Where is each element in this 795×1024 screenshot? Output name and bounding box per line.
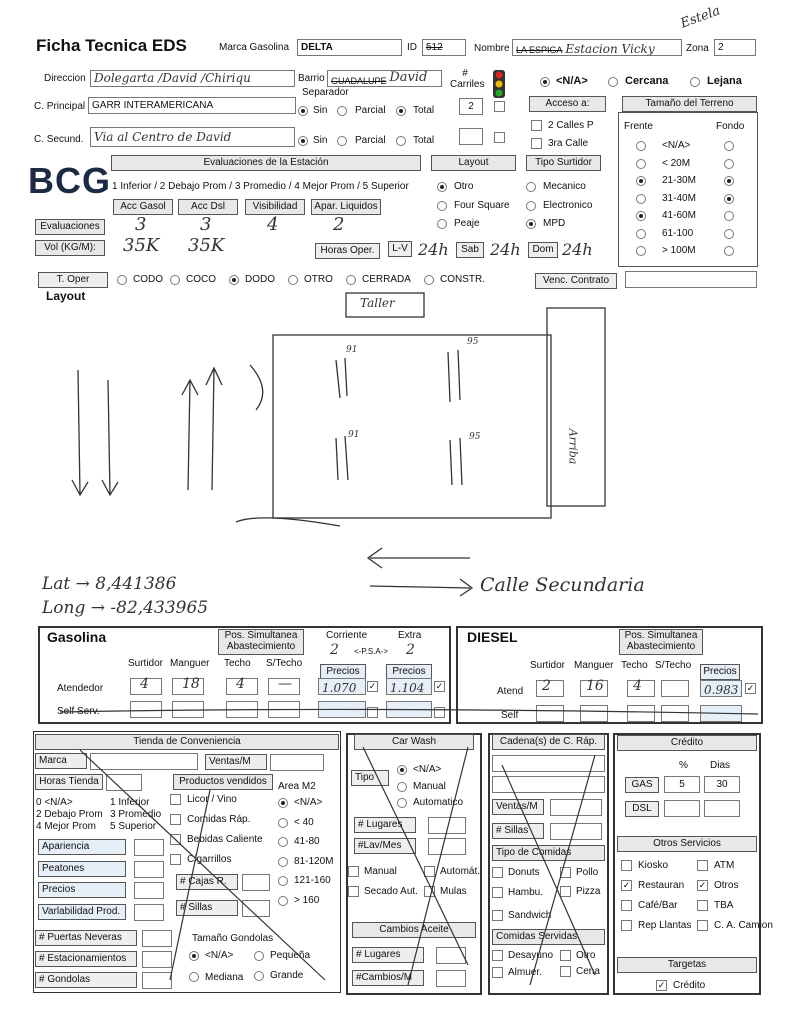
toper-label-2: DODO (245, 274, 275, 285)
credito-dias-label: Dias (710, 760, 731, 771)
cw-manual-opt-label: Manual (364, 866, 397, 877)
acceso-2calles-label: 2 Calles P (548, 120, 594, 131)
gas-precio-2-field[interactable] (386, 678, 432, 695)
otros-checkbox-3[interactable]: ✓ (698, 880, 707, 890)
corriente-value: 2 (330, 642, 339, 658)
toper-label-1: COCO (186, 274, 216, 285)
cadena-cross-mark (490, 735, 608, 993)
cp-total-label: Total (413, 105, 435, 116)
credito-section (613, 733, 761, 995)
toper-radio-5[interactable] (424, 275, 434, 285)
zona-field[interactable]: 2 (714, 39, 756, 56)
dsl-precio-checkbox[interactable]: ✓ (746, 683, 755, 693)
eval-col-2: Visibilidad (245, 199, 305, 215)
direccion-handwritten: Dolegarta /David /Chiriqu (94, 71, 251, 85)
diesel-pos-header: Pos. Simultanea Abastecimiento (619, 629, 703, 655)
nombre-field[interactable] (512, 39, 682, 56)
toper-label-4: CERRADA (362, 274, 411, 285)
venc-contrato-label: Venc. Contrato (535, 273, 617, 289)
credito-gas-label: GAS (625, 777, 659, 793)
otros-checkbox-5[interactable] (697, 900, 708, 911)
terreno-fondo-radio-0[interactable] (724, 141, 734, 151)
gond-na-label: <N/A> (205, 950, 234, 961)
ca-cambios-label: #Cambios/M (352, 970, 424, 986)
gas-precio-2-value: 1.104 (390, 681, 425, 695)
dsl-col-1: Manguer (574, 660, 614, 671)
gas-precio-1-checkbox[interactable]: ✓ (368, 681, 377, 691)
gas-col-0: Surtidor (128, 658, 164, 669)
otros-label-5: TBA (714, 900, 734, 911)
gas-att-value-1: 18 (182, 676, 200, 692)
donuts-label: Donuts (508, 867, 540, 878)
terreno-frente-radio-0[interactable] (636, 141, 646, 151)
estac-label: # Estacionamientos (35, 951, 137, 967)
cs-parcial-radio[interactable] (337, 136, 347, 146)
cprincipal-field[interactable]: GARR INTERAMERICANA (88, 97, 296, 114)
pizza-label: Pizza (576, 886, 601, 897)
dsl-self-label: Self (501, 710, 519, 721)
pump-1-label: 91 (346, 345, 358, 355)
gondolas-label: # Gondolas (35, 972, 137, 988)
terreno-fondo-radio-6[interactable] (724, 246, 734, 256)
acceso-3ra-label: 3ra Calle (548, 138, 589, 149)
traffic-light-icon (488, 70, 510, 98)
carriles2-field[interactable] (459, 128, 483, 145)
layout-opt-label-0: Otro (454, 181, 474, 192)
proximity-cercana-radio[interactable] (608, 77, 618, 87)
vol-value-0: 35K (123, 235, 160, 256)
barrio-struck: GUADALUPE (331, 76, 387, 86)
vol-value-1: 35K (188, 235, 225, 256)
tienda-scale-4: 4 Mejor Prom (36, 821, 97, 832)
sketch-side-label: Arriba (566, 428, 580, 465)
productos-header: Productos vendidos (173, 774, 273, 790)
cs-sin-radio[interactable] (298, 136, 308, 146)
csecund-field[interactable] (90, 127, 295, 147)
layout-opt-radio-2[interactable] (437, 219, 447, 229)
dsl-precio-field[interactable] (700, 680, 742, 697)
prod-label-3: Cigarrillos (187, 854, 232, 865)
otros-checkbox-7[interactable] (697, 920, 708, 931)
cadena-sillas-label: # Sillas (492, 823, 544, 839)
terreno-row-label-2: 21-30M (662, 175, 696, 186)
nombre-handwritten: Estacion Vicky (565, 42, 655, 56)
csecund-label: C. Secund. (34, 134, 84, 145)
gas-precios-1-header: Precios (320, 664, 366, 680)
horas-tienda-label: Horas Tienda (35, 774, 103, 790)
surtidor-opt-label-2: MPD (543, 218, 566, 229)
bcg-logo-text: BCG (28, 160, 111, 201)
toper-label-5: CONSTR. (440, 274, 485, 285)
gond-mediana-label: Mediana (205, 972, 244, 983)
gas-att-value-3: — (278, 676, 292, 692)
terreno-frente-radio-6[interactable] (636, 246, 646, 256)
eval-value-3: 2 (333, 214, 345, 235)
id-field[interactable] (422, 39, 466, 56)
eval-col-3: Apar. Liquidos (311, 199, 381, 215)
terreno-row-label-3: 31-40M (662, 192, 696, 204)
layout-opt-radio-1[interactable] (437, 201, 447, 211)
terreno-panel (618, 112, 758, 267)
terreno-frente-radio-1[interactable] (636, 159, 646, 169)
cadena-ventas-label: Ventas/M (492, 799, 544, 815)
area-label-1: < 40 (294, 816, 314, 828)
cw-secado-opt-label: Secado Aut. (364, 886, 418, 897)
tienda-header: Tienda de Conveniencia (35, 734, 339, 750)
pump-3-label: 95 (469, 432, 481, 442)
proximity-lejana-label: Lejana (707, 75, 742, 87)
evaluaciones-header: Evaluaciones de la Estación (111, 155, 421, 171)
otros-checkbox-4[interactable] (621, 900, 632, 911)
otros-label-3: Otros (714, 880, 739, 891)
eval-col-1: Acc Dsl (178, 199, 238, 215)
cp-parcial-radio[interactable] (337, 106, 347, 116)
cena-label: Cena (576, 966, 600, 977)
sab-value: 24h (490, 240, 521, 259)
dsl-att-value-0: 2 (542, 678, 551, 694)
longitude-label: Long → -82,433965 (42, 598, 209, 618)
credito-dsl-pct[interactable] (664, 800, 700, 817)
gas-precio-1-value: 1.070 (322, 681, 357, 695)
cw-auto-label: Automatico (413, 797, 464, 808)
carriles-checkbox[interactable] (494, 101, 505, 112)
toper-radio-3[interactable] (288, 275, 298, 285)
otros-checkbox-1[interactable] (697, 860, 708, 871)
carwash-cross-mark (348, 735, 483, 993)
sab-label: Sab (456, 242, 484, 258)
pump-2-label: 95 (467, 337, 479, 347)
cw-na-label: <N/A> (413, 764, 442, 775)
otros-label-6: Rep Llantas (638, 920, 692, 931)
tienda-cross-mark (60, 740, 340, 990)
otro-comida-label: Otro (576, 950, 596, 961)
proximity-lejana-radio[interactable] (690, 77, 700, 87)
terreno-fondo-radio-2[interactable] (724, 176, 734, 186)
acceso-2calles-checkbox[interactable] (531, 120, 542, 131)
layout-type-header: Layout (431, 155, 516, 171)
terreno-row-label-1: < 20M (662, 157, 691, 169)
dsl-col-2: Techo (621, 660, 648, 671)
credito-dsl-label: DSL (625, 801, 659, 817)
otros-label-1: ATM (714, 860, 735, 871)
ca-lugares-label: # Lugares (352, 947, 424, 963)
cs-total-label: Total (413, 135, 435, 146)
cambios-aceite-header: Cambios Aceite (352, 922, 476, 938)
tienda-scale-5: 5 Superior (110, 821, 157, 832)
tam-gondolas-label: Tamaño Gondolas (192, 933, 274, 944)
cw-manual-label: Manual (413, 781, 446, 792)
cw-mulas-opt-label: Mulas (440, 886, 467, 897)
terreno-frente-radio-3[interactable] (636, 194, 646, 204)
cs-total-radio[interactable] (396, 136, 406, 146)
prod-label-0: Licor / Vino (187, 794, 237, 805)
csecund-handwritten: Via al Centro de David (94, 130, 232, 144)
credito-card-label: Crédito (673, 980, 706, 991)
evaluaciones-scale: 1 Inferior / 2 Debajo Prom / 3 Promedio / 4 Mejor Prom / 5 Superior (112, 181, 409, 192)
tienda-eval-label-1: Peatones (38, 861, 126, 877)
dsl-precios-header: Precios (700, 664, 740, 680)
carwash-header: Car Wash (354, 734, 474, 750)
tienda-ventas-label: Ventas/M (205, 754, 267, 770)
otros-checkbox-2[interactable]: ✓ (622, 880, 631, 890)
toper-radio-2[interactable] (229, 275, 239, 285)
proximity-na-label: <N/A> (556, 75, 588, 87)
calle-secundaria-label: Calle Secundaria (480, 574, 645, 596)
credito-pct-label: % (679, 760, 688, 771)
area-label-0: <N/A> (294, 797, 323, 808)
corriente-label: Corriente (326, 630, 368, 641)
tipo-comidas-header: Tipo de Comidas (492, 845, 605, 861)
layout-sketch (40, 290, 755, 620)
tienda-scale-0: 0 <N/A> (36, 797, 73, 808)
acceso-3ra-checkbox[interactable] (531, 138, 542, 149)
tienda-marca-label: Marca (35, 753, 87, 769)
gas-precios-2-header: Precios (386, 664, 432, 680)
terreno-fondo-radio-1[interactable] (724, 159, 734, 169)
sillas-label: # Sillas (176, 900, 238, 916)
tienda-eval-label-3: Varlabilidad Prod. (38, 904, 126, 920)
surtidor-opt-radio-0[interactable] (526, 182, 536, 192)
terreno-fondo-radio-4[interactable] (724, 211, 734, 221)
terreno-frente-radio-2[interactable] (636, 176, 646, 186)
otros-servicios-header: Otros Servicios (617, 836, 757, 852)
zona-handwritten: Estela (678, 3, 723, 32)
cw-automat-opt-label: Automát. (440, 866, 481, 877)
gas-precio-1-field[interactable] (318, 678, 366, 695)
layout-opt-label-2: Peaje (454, 218, 480, 229)
otros-label-2: Restauran (638, 880, 685, 891)
cw-lugares-label: # Lugares (354, 817, 416, 833)
tienda-scale-1: 1 Inferior (110, 797, 150, 808)
nombre-struck: LA ESPIGA (516, 45, 563, 55)
dom-value: 24h (562, 240, 593, 259)
extra-label: Extra (398, 630, 422, 641)
dsl-col-0: Surtidor (530, 660, 566, 671)
carwash-tipo-label: Tipo (351, 770, 389, 786)
sketch-title: Layout (46, 289, 86, 303)
evaluaciones-row-label: Evaluaciones (35, 219, 105, 235)
taller-label: Taller (360, 296, 395, 310)
toper-label-3: OTRO (304, 274, 333, 285)
gas-att-value-2: 4 (236, 676, 245, 692)
area-label-2: 41-80 (294, 836, 320, 847)
dsl-att-value-1: 16 (586, 678, 604, 694)
surtidor-opt-radio-1[interactable] (526, 201, 536, 211)
fondo-label: Fondo (716, 121, 745, 132)
surtidor-opt-radio-2[interactable] (526, 219, 536, 229)
cw-lavmes-label: #Lav/Mes (354, 838, 416, 854)
surtidor-opt-label-0: Mecanico (543, 181, 586, 192)
venc-contrato-field[interactable] (625, 271, 757, 288)
cadena-header: Cadena(s) de C. Ráp. (492, 734, 605, 750)
otros-label-7: C. A. Camion (714, 920, 773, 931)
area-m2-label: Area M2 (278, 781, 316, 792)
area-label-5: > 160 (294, 894, 320, 906)
horas-oper-label: Horas Oper. (315, 243, 380, 259)
layout-opt-label-1: Four Square (454, 199, 510, 211)
barrio-handwritten: David (389, 70, 428, 85)
otros-checkbox-0[interactable] (621, 860, 632, 871)
surtidor-opt-label-1: Electronico (543, 199, 593, 211)
bcg-logo (28, 160, 111, 210)
toper-radio-0[interactable] (117, 275, 127, 285)
area-label-3: 81-120M (294, 855, 334, 867)
cp-parcial-label: Parcial (355, 105, 386, 116)
gas-col-3: S/Techo (266, 658, 303, 669)
acceso-header: Acceso a: (529, 96, 606, 112)
volumen-row-label: Vol (KG/M): (35, 240, 105, 256)
terreno-row-label-5: 61-100 (662, 227, 694, 239)
dom-label: Dom (528, 242, 558, 258)
marca-field[interactable]: DELTA (297, 39, 402, 56)
lv-label: L-V (388, 241, 412, 257)
dsl-col-3: S/Techo (655, 660, 692, 671)
terreno-fondo-radio-3[interactable] (724, 194, 734, 204)
separador-label: Separador (302, 87, 349, 98)
terreno-row-label-0: <N/A> (662, 140, 691, 151)
otros-checkbox-6[interactable] (621, 920, 632, 931)
puertas-label: # Puertas Neveras (35, 930, 137, 946)
dsl-att-value-2: 4 (633, 678, 642, 694)
cp-total-radio[interactable] (396, 106, 406, 116)
eval-col-0: Acc Gasol (113, 199, 173, 215)
targetas-header: Targetas (617, 957, 757, 973)
direccion-field[interactable] (90, 70, 295, 87)
zona-label: Zona (686, 43, 709, 54)
carriles2-checkbox[interactable] (494, 132, 505, 143)
pollo-label: Pollo (576, 867, 599, 878)
tienda-scale-2: 2 Debajo Prom (36, 809, 103, 820)
terreno-frente-radio-5[interactable] (636, 229, 646, 239)
pump-4-label: 91 (348, 430, 360, 440)
gasolina-title: Gasolina (47, 629, 107, 645)
tienda-eval-label-2: Precios (38, 882, 126, 898)
eval-value-0: 3 (135, 214, 147, 235)
eval-value-1: 3 (200, 214, 212, 235)
terreno-row-label-6: > 100M (662, 245, 696, 256)
credito-gas-pct[interactable]: 5 (664, 776, 700, 793)
sandwich-label: Sandwich (508, 910, 552, 921)
area-label-4: 121-160 (294, 875, 331, 886)
prod-label-2: Bebidas Caliente (187, 834, 263, 845)
atendedor-label: Atendedor (57, 683, 104, 694)
cp-sin-radio[interactable] (298, 106, 308, 116)
comidas-servidas-header: Comidas Servidas (492, 929, 605, 945)
proximity-cercana-label: Cercana (625, 75, 669, 87)
self-strike-line (60, 700, 760, 724)
toper-radio-4[interactable] (346, 275, 356, 285)
almuer-label: Almuer. (508, 967, 542, 978)
diesel-title: DIESEL (467, 629, 518, 645)
barrio-field[interactable] (327, 70, 442, 87)
terreno-row-label-4: 41-60M (662, 210, 696, 221)
desayuno-label: Desayuno (508, 950, 554, 961)
gond-grande-label: Grande (270, 970, 304, 981)
terreno-fondo-radio-5[interactable] (724, 229, 734, 239)
layout-opt-radio-0[interactable] (437, 182, 447, 192)
toper-label: T. Oper (38, 272, 108, 288)
cajas-label: # Cajas R. (176, 874, 238, 890)
gas-precio-2-checkbox[interactable]: ✓ (435, 681, 444, 691)
hambu-label: Hambu. (508, 887, 544, 898)
cs-parcial-label: Parcial (355, 135, 386, 146)
terreno-header: Tamaño del Terreno (622, 96, 757, 112)
terreno-frente-radio-4[interactable] (636, 211, 646, 221)
credito-dsl-dias[interactable] (704, 800, 740, 817)
proximity-na-radio[interactable] (540, 77, 550, 87)
gas-col-2: Techo (224, 658, 251, 669)
tienda-scale-3: 3 Promedio (110, 809, 162, 820)
gas-col-1: Manguer (170, 658, 210, 669)
gas-att-value-0: 4 (140, 676, 149, 692)
psa-label: <-P.S.A-> (354, 647, 389, 656)
latitude-label: Lat → 8,441386 (42, 574, 177, 594)
carriles-field[interactable]: 2 (459, 98, 483, 115)
otros-label-4: Café/Bar (638, 900, 678, 911)
credito-gas-dias[interactable]: 30 (704, 776, 740, 793)
prod-label-1: Comidas Ráp. (187, 814, 251, 825)
frente-label: Frente (624, 121, 653, 132)
dsl-precio-value: 0.983 (704, 683, 739, 697)
toper-label-0: CODO (133, 274, 163, 285)
eval-value-2: 4 (267, 214, 279, 235)
id-value: 512 (426, 42, 443, 53)
cprincipal-label: C. Principal (34, 101, 86, 112)
barrio-label: Barrio (298, 73, 325, 84)
direccion-label: Direccion (44, 73, 86, 84)
carriles-label: # Carriles (450, 68, 485, 90)
tienda-eval-label-0: Apariencia (38, 839, 126, 855)
toper-radio-1[interactable] (170, 275, 180, 285)
dsl-att-field-3[interactable] (661, 680, 689, 697)
nombre-label: Nombre (474, 43, 510, 54)
extra-value: 2 (406, 642, 415, 658)
atend-label: Atend (497, 686, 524, 697)
credito-header: Crédito (617, 735, 757, 751)
form-title: Ficha Tecnica EDS (36, 36, 187, 55)
gond-pequena-label: Pequeña (270, 950, 311, 961)
credito-card-checkbox[interactable]: ✓ (657, 980, 666, 990)
cs-sin-label: Sin (313, 135, 328, 146)
marca-label: Marca Gasolina (219, 42, 290, 53)
id-label: ID (407, 42, 417, 53)
cp-sin-label: Sin (313, 105, 328, 116)
surtidor-header: Tipo Surtidor (526, 155, 601, 171)
self-serv-label: Self Serv. (57, 706, 100, 717)
lv-value: 24h (418, 240, 449, 259)
otros-label-0: Kiosko (638, 860, 669, 871)
gasolina-pos-header: Pos. Simultanea Abastecimiento (218, 629, 304, 655)
